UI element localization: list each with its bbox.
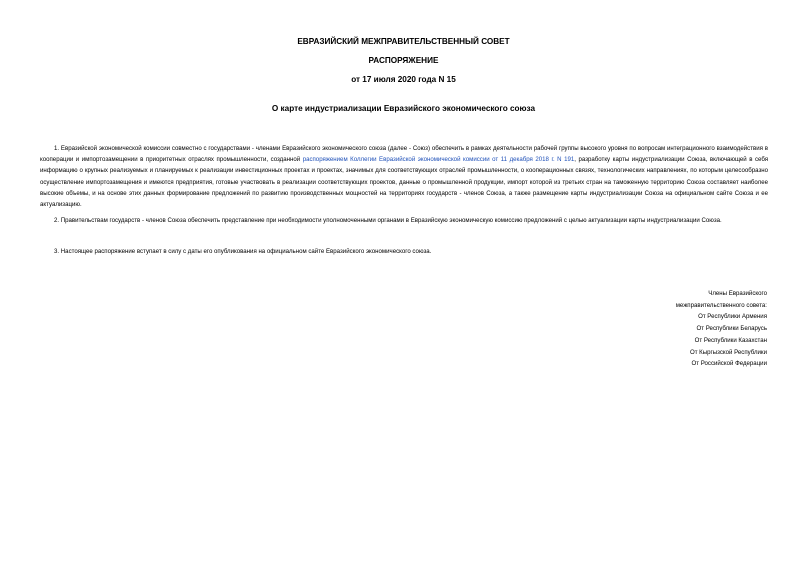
document-type: РАСПОРЯЖЕНИЕ xyxy=(368,56,439,65)
signatory-armenia: От Республики Армения xyxy=(698,313,767,321)
document-title: О карте индустриализации Евразийского экономического союза xyxy=(271,104,536,113)
signatory-russia: От Российской Федерации xyxy=(691,360,767,368)
signature-heading-line-2: межправительственного совета: xyxy=(675,301,767,309)
paragraph-1-text-start: 1. Евразийской экономической комиссии совместно с государствами - членами Евразийского экономического союза (далее - Союз) обеспечить в рамках деятельности рабочей группы высокого уровня по вопросам интеграционного взаимодействия в кооперации и импортозамещении в приоритетных отраслях промышленности, созданной xyxy=(40,145,768,164)
document-date-number: от 17 июля 2020 года N 15 xyxy=(351,75,456,84)
signature-block xyxy=(567,288,767,370)
paragraph-1-text-end: , разработку карты индустриализации Союза, включающей в себя информацию о крупных реализуемых и планируемых к реализации инвестиционных проектах и проектах, значимых для соответствующих отраслей промышленности, о кооперационных связях, технологических направлениях, по которым целесообразно осуществление импортозамещения и имеются предприятия, готовые участвовать в реализации соответствующих проектов, данные о промышленной продукции, импорт которой из третьих стран на таможенную территорию Союза составляет наиболее высокие объемы, и на основе этих данных формирование предложений по развитию производственных мощностей на территориях государств - членов Союза, а также размещение карты индустриализации Союза на официальном сайте Союза и ее актуализацию. xyxy=(40,156,769,209)
signatory-kyrgyzstan: От Кыргызской Республики xyxy=(689,348,767,356)
signatory-kazakhstan: От Республики Казахстан xyxy=(694,336,767,344)
signatory-belarus: От Республики Беларусь xyxy=(696,325,767,333)
paragraph-3: 3. Настоящее распоряжение вступает в силу с даты его опубликования на официальном сайте Евразийского экономического союза. xyxy=(54,248,432,255)
commission-decision-link[interactable]: распоряжением Коллегии Евразийской экономической комиссии от 11 декабря 2018 г. N 191 xyxy=(302,156,575,164)
issuing-body: ЕВРАЗИЙСКИЙ МЕЖПРАВИТЕЛЬСТВЕННЫЙ СОВЕТ xyxy=(297,37,510,46)
paragraph-1 xyxy=(40,143,768,210)
signature-heading-line-1: Члены Евразийского xyxy=(708,290,767,297)
paragraph-2: 2. Правительствам государств - членов Союза обеспечить представление при необходимости уполномоченными органами в Евразийскую экономическую комиссию предложений с целью актуализации карты индустриализации Союза. xyxy=(54,217,722,224)
